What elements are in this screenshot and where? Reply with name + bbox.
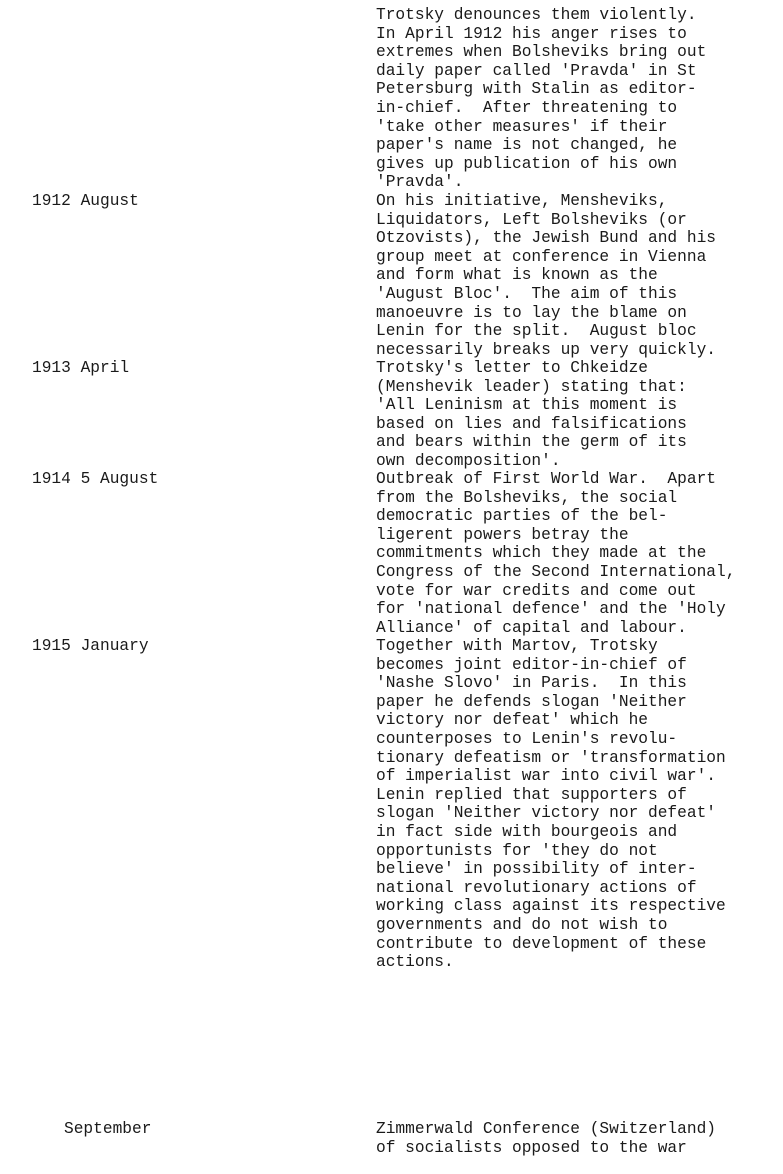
text-line: gives up publication of his own bbox=[376, 154, 678, 173]
text-line: in fact side with bourgeois and bbox=[376, 822, 678, 841]
text-line: Petersburg with Stalin as editor- bbox=[376, 80, 697, 99]
text-line: for 'national defence' and the 'Holy bbox=[376, 600, 726, 619]
entry-date: 1914 5 August bbox=[32, 470, 159, 488]
text-line: daily paper called 'Pravda' in St bbox=[376, 61, 697, 80]
text-line: contribute to development of these bbox=[376, 934, 707, 953]
text-line: becomes joint editor-in-chief of bbox=[376, 655, 687, 674]
text-line: victory nor defeat' which he bbox=[376, 711, 648, 730]
text-line: Trotsky's letter to Chkeidze bbox=[376, 359, 648, 377]
text-line: own decomposition'. bbox=[376, 451, 561, 470]
text-line: working class against its respective bbox=[376, 897, 726, 916]
text-line: Zimmerwald Conference (Switzerland) bbox=[376, 1120, 716, 1138]
text-line: manoeuvre is to lay the blame on bbox=[376, 303, 687, 322]
entry-date: 1913 April bbox=[32, 359, 130, 377]
text-line: Otzovists), the Jewish Bund and his bbox=[376, 229, 716, 248]
entry-text bbox=[376, 192, 776, 359]
text-line: On his initiative, Mensheviks, bbox=[376, 192, 668, 210]
text-line: Congress of the Second International, bbox=[376, 562, 736, 581]
entry-date: 1912 August bbox=[32, 192, 139, 210]
text-line: democratic parties of the bel- bbox=[376, 507, 668, 526]
text-line: ligerent powers betray the bbox=[376, 525, 629, 544]
text-line: 'Pravda'. bbox=[376, 173, 464, 192]
text-line: Lenin for the split. August bloc bbox=[376, 322, 697, 341]
entry-text bbox=[376, 6, 776, 192]
text-line: In April 1912 his anger rises to bbox=[376, 24, 687, 43]
text-line: and form what is known as the bbox=[376, 266, 658, 285]
entry-text bbox=[376, 637, 776, 972]
text-line: paper he defends slogan 'Neither bbox=[376, 692, 687, 711]
text-line: actions. bbox=[376, 953, 454, 972]
text-line: 'Nashe Slovo' in Paris. In this bbox=[376, 674, 687, 693]
text-line: of imperialist war into civil war'. bbox=[376, 767, 716, 786]
text-line: based on lies and falsifications bbox=[376, 414, 687, 433]
entry-text bbox=[376, 359, 776, 471]
text-line: 'All Leninism at this moment is bbox=[376, 396, 678, 415]
text-line: slogan 'Neither victory nor defeat' bbox=[376, 804, 716, 823]
entry-text bbox=[376, 470, 776, 637]
text-line: from the Bolsheviks, the social bbox=[376, 488, 678, 507]
text-line: vote for war credits and come out bbox=[376, 581, 697, 600]
text-line: paper's name is not changed, he bbox=[376, 136, 678, 155]
text-line: Lenin replied that supporters of bbox=[376, 785, 687, 804]
text-line: and bears within the germ of its bbox=[376, 433, 687, 452]
text-line: opportunists for 'they do not bbox=[376, 841, 658, 860]
text-line: 'August Bloc'. The aim of this bbox=[376, 284, 678, 303]
text-line: extremes when Bolsheviks bring out bbox=[376, 43, 707, 62]
text-line: commitments which they made at the bbox=[376, 544, 707, 563]
entry-date: September bbox=[64, 1120, 152, 1138]
text-line: national revolutionary actions of bbox=[376, 878, 697, 897]
entry-date: 1915 January bbox=[32, 637, 149, 655]
text-line: (Menshevik leader) stating that: bbox=[376, 377, 687, 396]
text-line: Alliance' of capital and labour. bbox=[376, 618, 687, 637]
text-line: Trotsky denounces them violently. bbox=[376, 6, 697, 24]
text-line: Liquidators, Left Bolsheviks (or bbox=[376, 210, 687, 229]
text-line: tionary defeatism or 'transformation bbox=[376, 748, 726, 767]
text-line: of socialists opposed to the war bbox=[376, 1138, 687, 1157]
text-line: necessarily breaks up very quickly. bbox=[376, 340, 716, 359]
text-line: 'take other measures' if their bbox=[376, 117, 668, 136]
text-line: Outbreak of First World War. Apart bbox=[376, 470, 716, 488]
text-line: believe' in possibility of inter- bbox=[376, 860, 697, 879]
text-line: group meet at conference in Vienna bbox=[376, 247, 707, 266]
entry-text bbox=[376, 1120, 776, 1157]
text-line: governments and do not wish to bbox=[376, 915, 668, 934]
text-line: Together with Martov, Trotsky bbox=[376, 637, 658, 655]
text-line: in-chief. After threatening to bbox=[376, 98, 678, 117]
text-line: counterposes to Lenin's revolu- bbox=[376, 729, 678, 748]
